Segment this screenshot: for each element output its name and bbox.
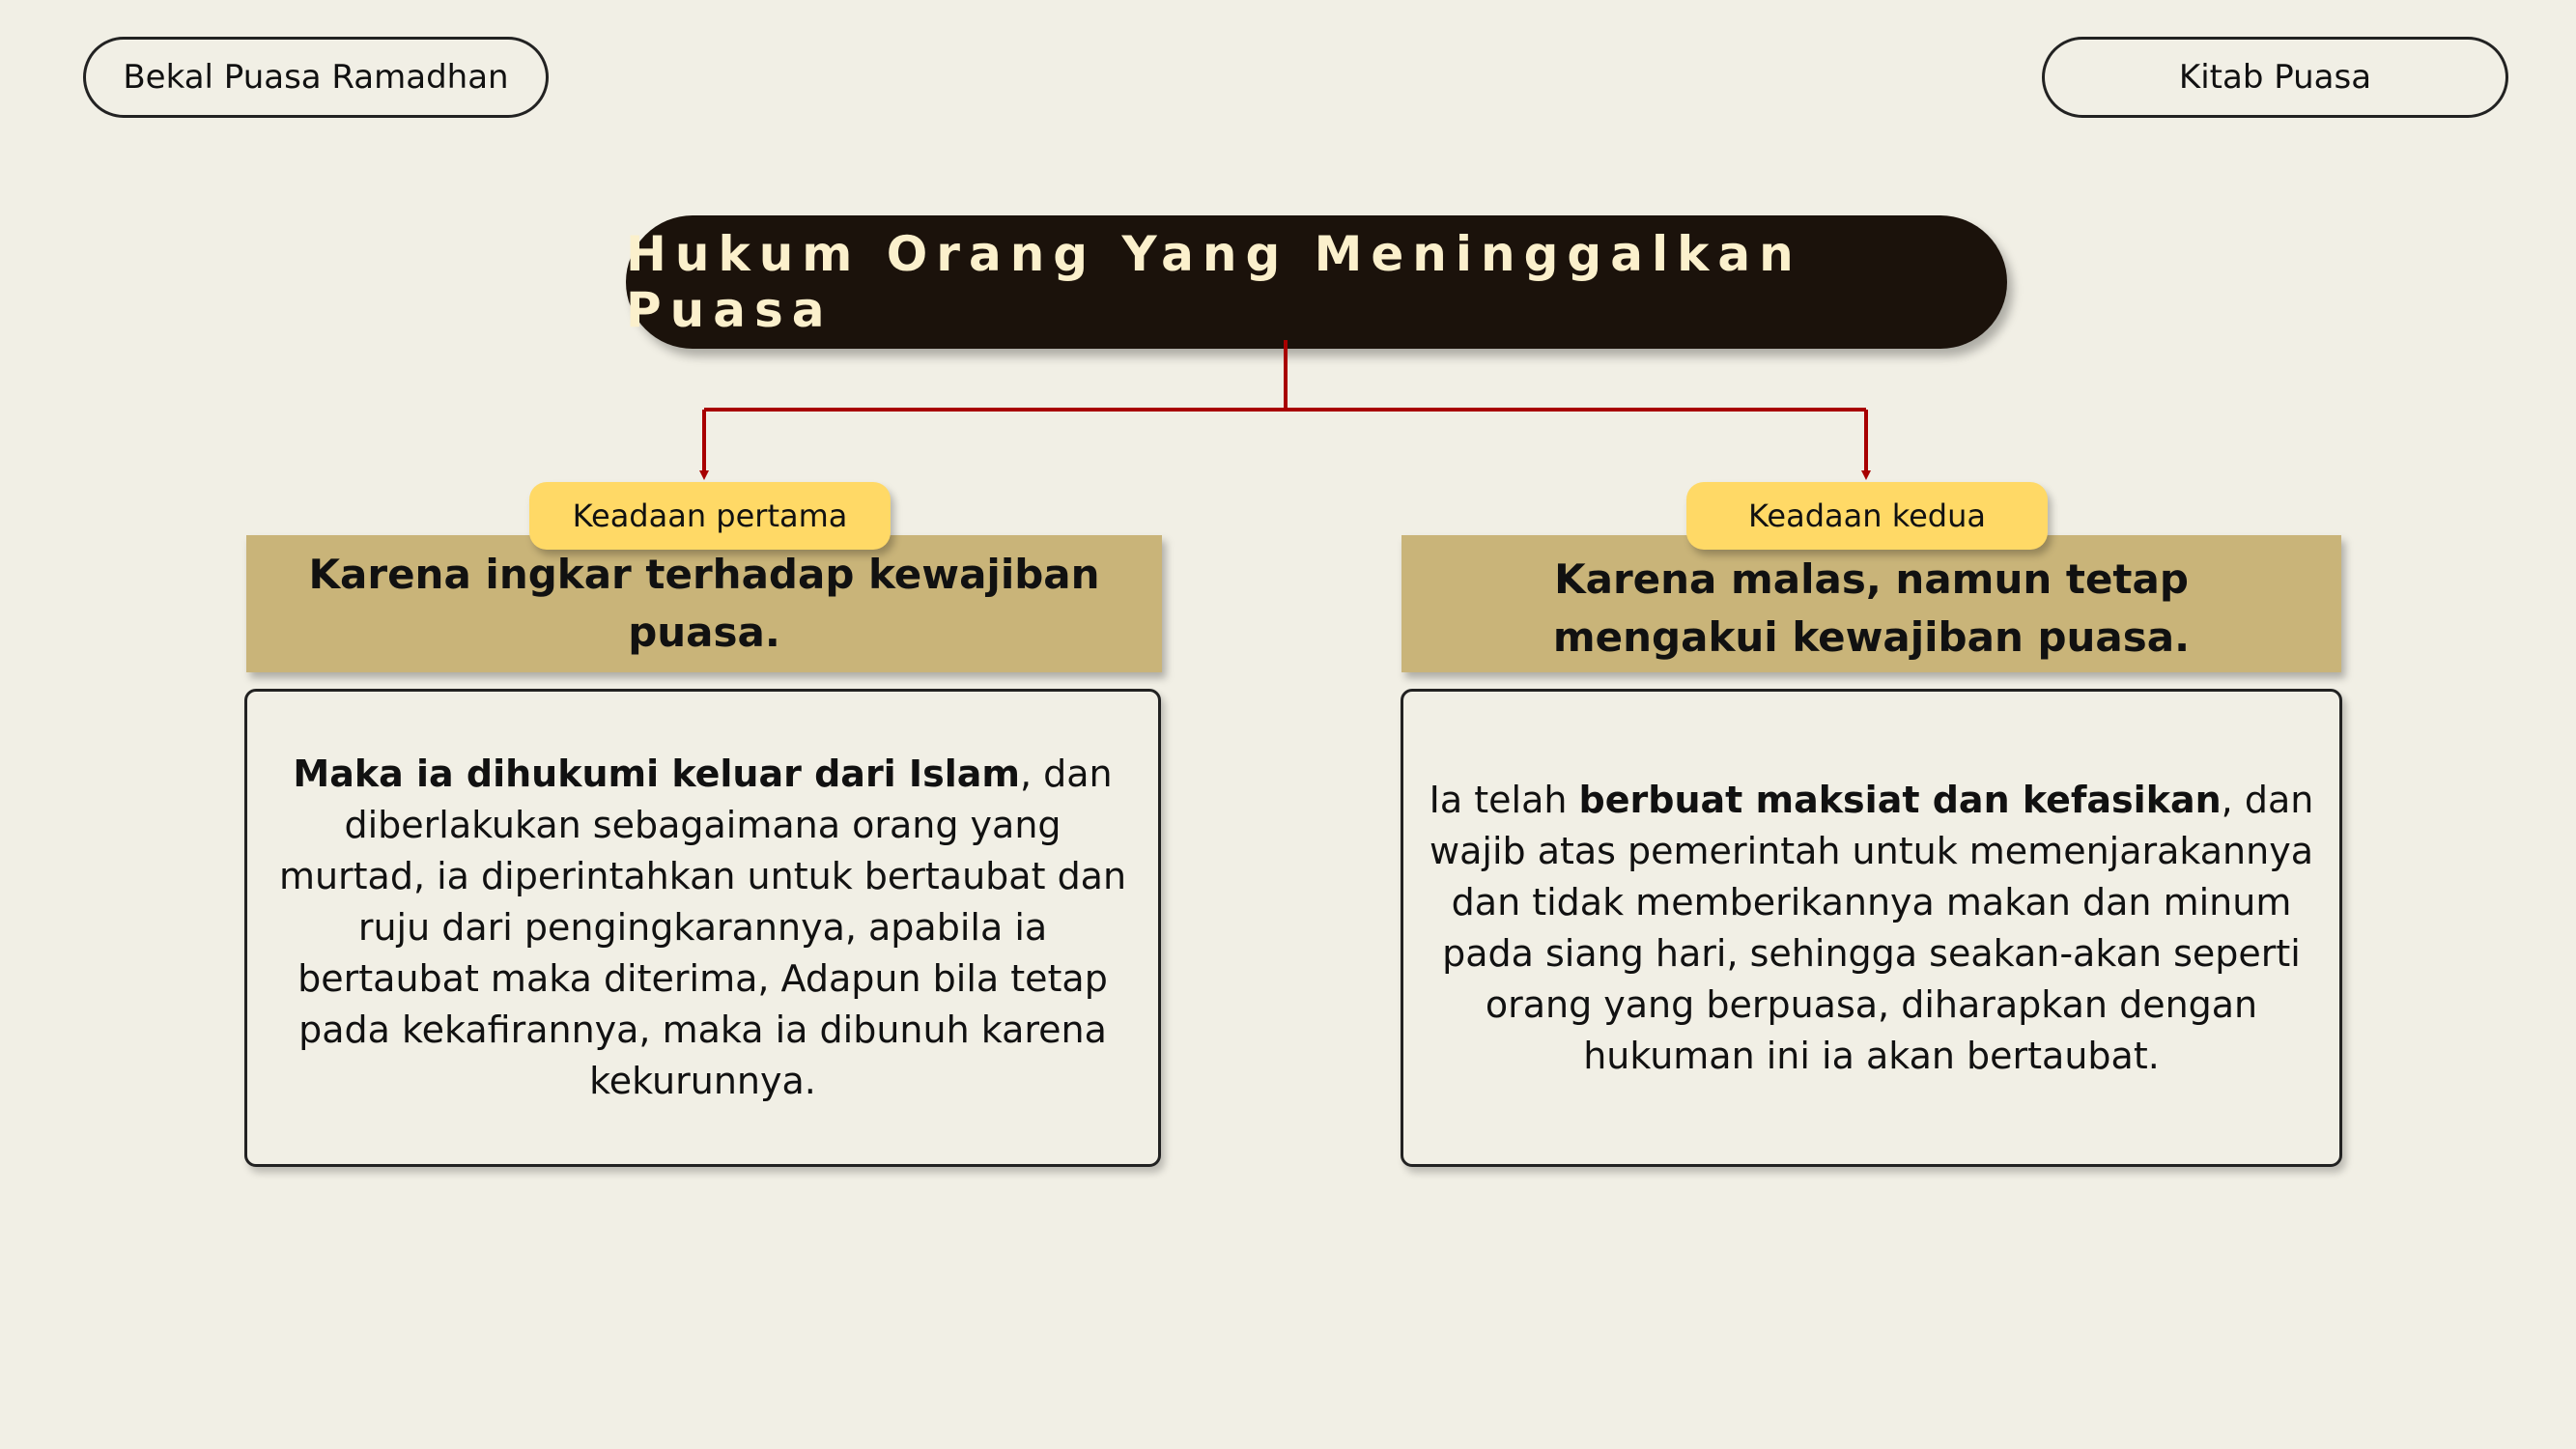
condition-second: Karena malas, namun tetap mengakui kewajiban puasa. [1401, 535, 2341, 672]
badge-keadaan-kedua: Keadaan kedua [1686, 482, 2048, 550]
ruling-second-bold: berbuat maksiat dan kefasikan [1578, 778, 2222, 821]
ruling-first-rest: , dan diberlakukan sebagaimana orang yang murtad, ia diperintahkan untuk bertaubat dan ruju dari pengingkarannya, apabila ia bertaubat maka diterima, Adapun bila tetap pada kekafirannya, maka ia dibunuh karena kekurunnya. [278, 753, 1127, 1102]
ruling-first-text [267, 749, 1139, 1107]
diagram-title: Hukum Orang Yang Meninggalkan Puasa [626, 215, 2007, 349]
tag-kitab-puasa: Kitab Puasa [2042, 37, 2508, 118]
ruling-first-bold: Maka ia dihukumi keluar dari Islam [293, 753, 1020, 795]
ruling-second-rest: , dan wajib atas pemerintah untuk memenjarakannya dan tidak memberikannya makan dan minum pada siang hari, sehingga seakan-akan seperti orang yang berpuasa, diharapkan dengan hukuman ini ia akan bertaubat. [1430, 778, 2314, 1077]
tag-bekal-puasa-ramadhan: Bekal Puasa Ramadhan [83, 37, 549, 118]
ruling-first-box [244, 689, 1161, 1167]
condition-first: Karena ingkar terhadap kewajiban puasa. [246, 535, 1162, 672]
ruling-second-box [1401, 689, 2342, 1167]
ruling-second-pre: Ia telah [1429, 778, 1579, 821]
ruling-second-text [1423, 775, 2320, 1082]
badge-keadaan-pertama: Keadaan pertama [529, 482, 891, 550]
